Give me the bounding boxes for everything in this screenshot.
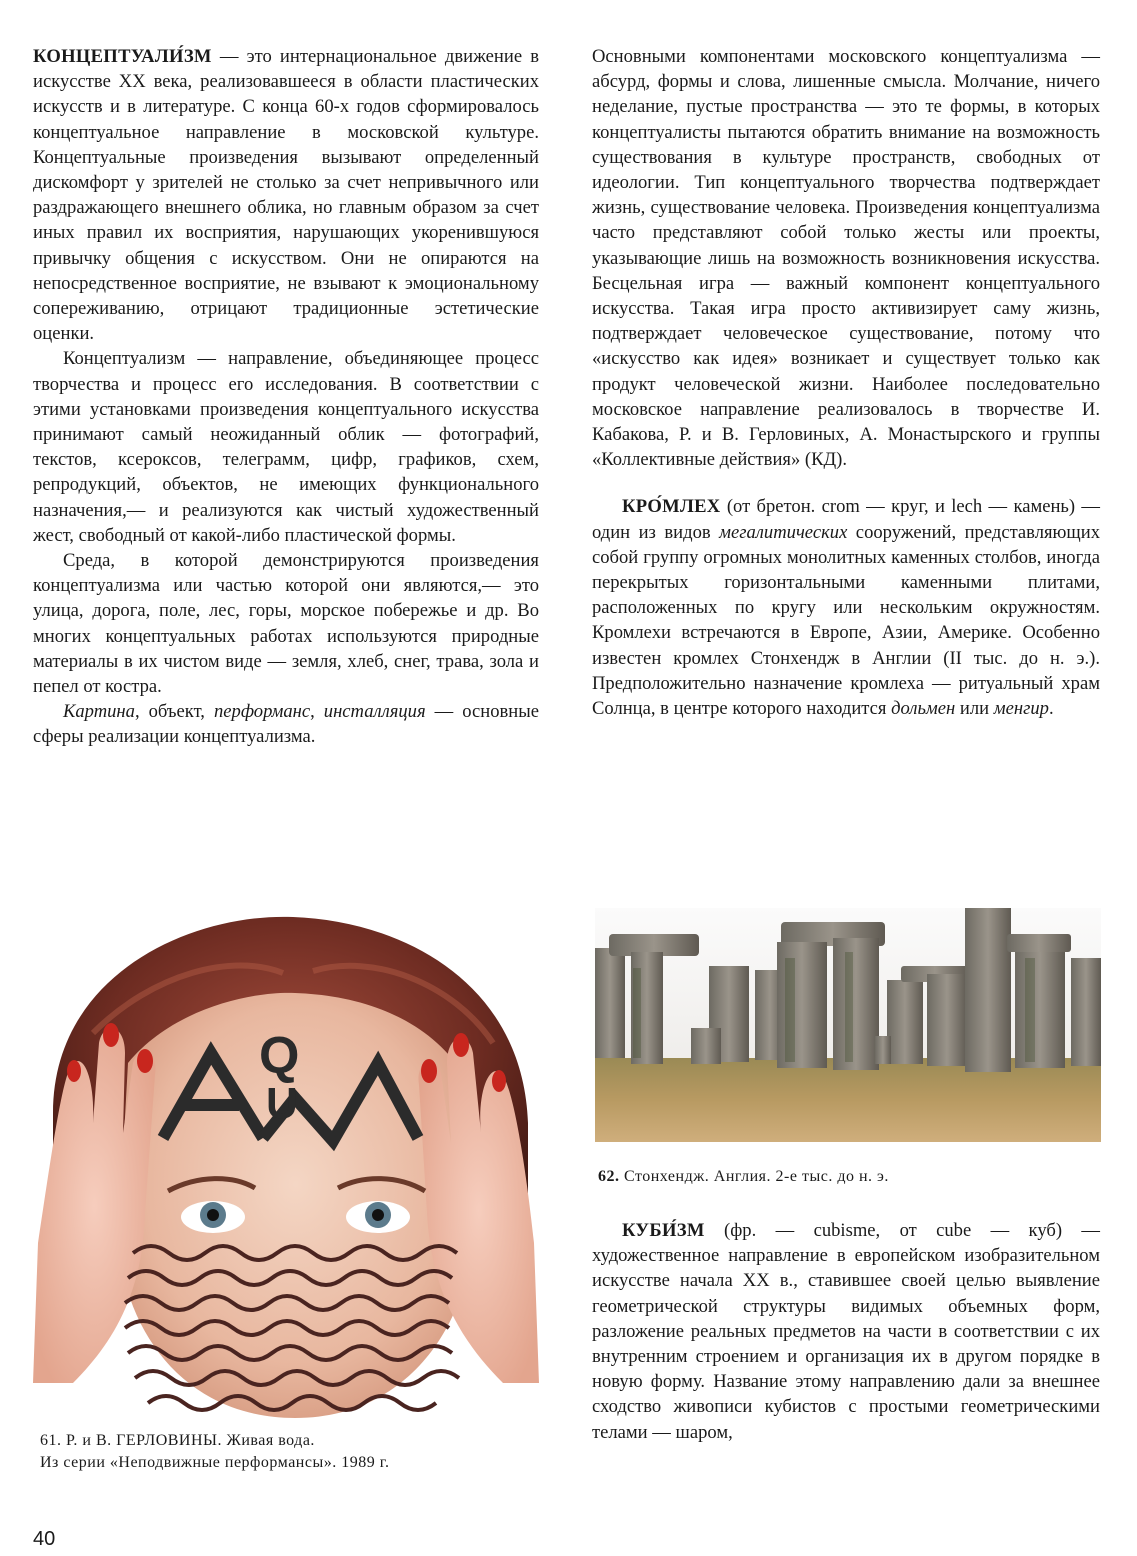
right-eye — [346, 1201, 410, 1233]
figure-62-caption-text: Стонхендж. Англия. 2-е тыс. до н. э. — [624, 1168, 889, 1185]
forehead-letter-q: Q — [259, 1027, 300, 1085]
face-illustration — [33, 913, 539, 1423]
left-eye — [181, 1201, 245, 1233]
kubizm-entry: КУБИ́ЗМ (фр. — cubisme, от cube — куб) — художественное направление в европейском изобразительном искусстве начала XX в., ставившее своей целью выявление геометрической структуры видимых объемных форм, разложение реальных предметов на части в соответствии с их внутренним строением и организация их в другом порядке в новую форму. Название этому направлению дали за внешнее сходство живописи кубистов с простыми геометрическими телами — шаром, — [592, 1220, 1100, 1443]
konceptualizm-paragraph-3: Среда, в которой демонстрируются произведения концептуализма или частью которой они являются,— это улица, дорога, поле, лес, горы, морское побережье и др. Во многих концептуальных работах используются природные материалы в их чистом виде — земля, хлеб, снег, трава, зола и пепел от костра. — [33, 550, 539, 698]
forehead-letter-u: U — [266, 1079, 298, 1128]
left-column — [33, 44, 539, 750]
figure-61-caption-line1: Р. и В. ГЕРЛОВИНЫ. Живая вода. — [66, 1432, 315, 1449]
term-konceptualizm: КОНЦЕПТУАЛИ́ЗМ — [33, 46, 212, 67]
kromlekh-entry: КРО́МЛЕХ (от бретон. crom — круг, и lech — камень) — один из видов мегалитических сооружений, представляющих собой группу огромных монолитных каменных столбов, иногда перекрытых горизонтальными каменными плитами, расположенных по кругу или нескольким окружностям. Кромлехи встречаются в Европе, Азии, Америке. Особенно известен кромлех Стонхендж в Англии (II тыс. до н. э.). Предположительно назначение кромлеха — ритуальный храм Солнца, в центре которого находится дольмен или менгир. — [592, 496, 1100, 720]
figure-61-number: 61. — [40, 1432, 62, 1449]
figure-62-photo — [595, 908, 1101, 1142]
figure-61-caption-line2: Из серии «Неподвижные перформансы». 1989 г. — [40, 1454, 390, 1471]
figure-61-caption — [40, 1430, 560, 1474]
figure-62-number: 62. — [598, 1168, 620, 1185]
term-kubizm: КУБИ́ЗМ — [622, 1220, 705, 1241]
konceptualizm-paragraph-2: Концептуализм — направление, объединяющее процесс творчества и процесс его исследования. В соответствии с этими установками произведения концептуального искусства принимают самый неожиданный облик — фотографий, текстов, ксероксов, телеграмм, цифр, графиков, схем, репродукций, объектов, не имеющих функционального назначения,— и реализуются как чистый художественный жест, свободный от какой-либо пластической формы. — [33, 348, 539, 546]
right-column-bottom — [592, 1218, 1100, 1445]
figure-61-photo — [33, 913, 539, 1423]
figure-62-caption — [598, 1166, 1118, 1188]
term-kromlekh: КРО́МЛЕХ — [622, 496, 721, 518]
right-column-top — [592, 44, 1100, 721]
stonehenge-illustration — [595, 908, 1101, 1142]
konceptualizm-paragraph-1: КОНЦЕПТУАЛИ́ЗМ — это интернациональное движение в искусстве XX века, реализовавшееся в области пластических искусств и в литературе. С конца 60-х годов сформировалось концептуальное направление в московской культуре. Концептуальные произведения вызывают определенный дискомфорт у зрителей не столько за счет непривычного или раздражающего внешнего облика, но главным образом за счет иных правил их восприятия, нарушающих укоренившуюся привычку общения с искусством. Они не опираются на непосредственное восприятие, не взывают к эмоциональному сопереживанию, отрицают традиционные эстетические оценки. — [33, 46, 540, 345]
konceptualizm-paragraph-5: Основными компонентами московского концептуализма — абсурд, формы и слова, лишенные смысла. Молчание, ничего неделание, пустые пространства — это те формы, в которых концептуалисты пытаются обратить внимание на возможность существования в культуре пространств, свободных от идеологии. Тип концептуального творчества подтверждает жизнь, существование человека. Произведения концептуализма часто представляют собой только жесты или проекты, указывающие лишь на возможность возникновения искусства. Бесцельная игра — важный компонент концептуального искусства. Такая игра просто активизирует саму жизнь, подтверждает человеческое существование, потому что «искусство как идея» возникает и существует только как продукт человеческой жизни. Наиболее последовательно московское направление реализовалось в творчестве И. Кабакова, Р. и В. Герловиных, А. Монастырского и группы «Коллективные действия» (КД). — [592, 46, 1100, 471]
page-number: 40 — [33, 1528, 56, 1550]
konceptualizm-paragraph-4: Картина, объект, перформанс, инсталляция — основные сферы реализации концептуализма. — [33, 701, 539, 748]
